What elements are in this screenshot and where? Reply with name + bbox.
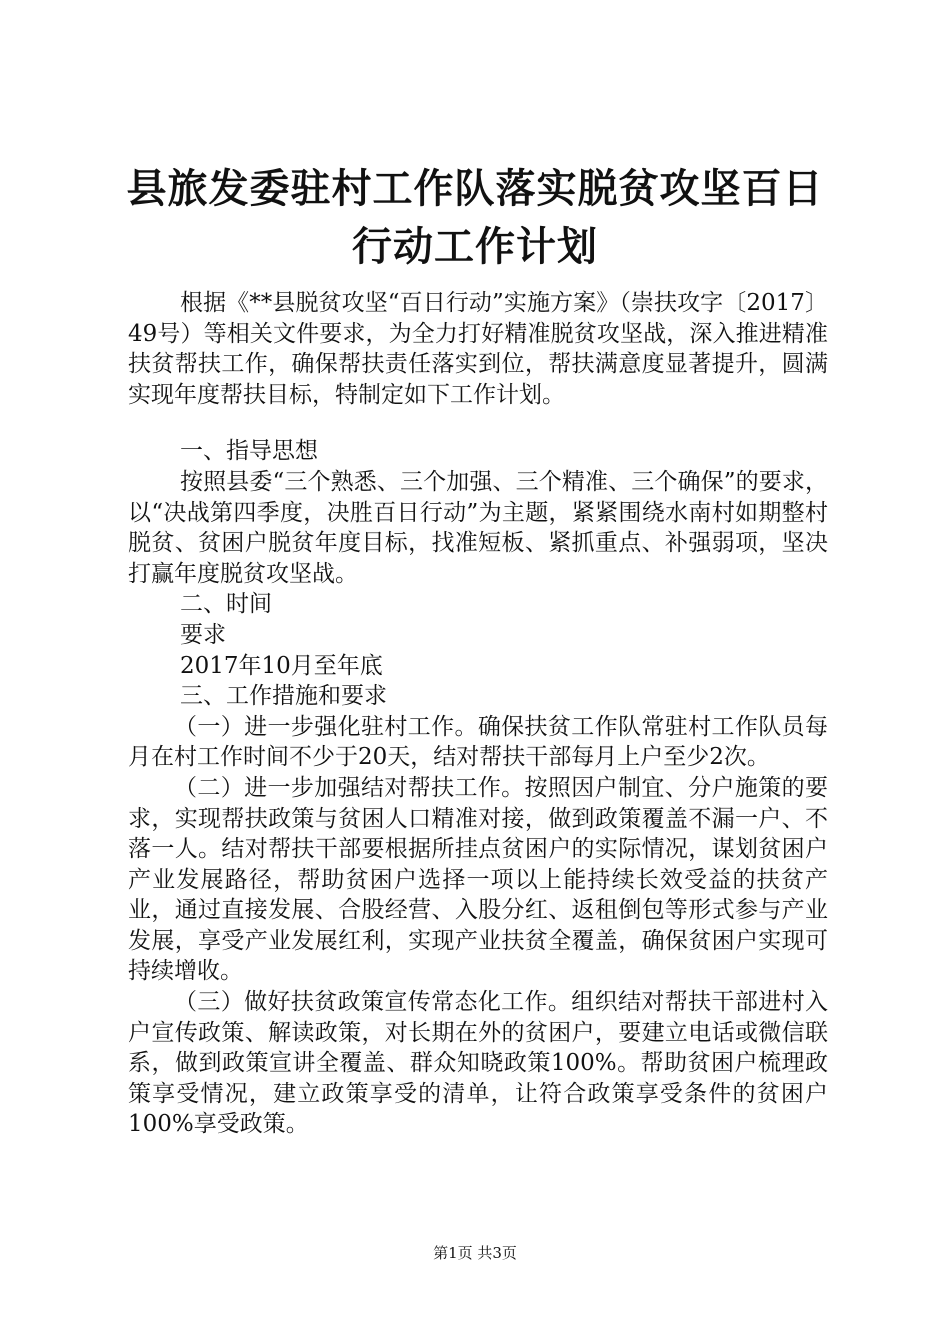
measure-paragraph-3: （三）做好扶贫政策宣传常态化工作。组织结对帮扶干部进村入户宣传政策、解读政策，对长期在外的贫困户，要建立电话或微信联系，做到政策宣讲全覆盖、群众知晓政策100%。帮助贫困户梳理政策享受情况，建立政策享受的清单，让符合政策享受条件的贫困户100%享受政策。 — [128, 989, 828, 1138]
section-heading-guiding-ideology: 一、指导思想 — [180, 438, 318, 465]
time-range: 2017年10月至年底 — [180, 652, 383, 679]
measure-paragraph-1: （一）进一步强化驻村工作。确保扶贫工作队常驻村工作队员每月在村工作时间不少于20天，结对帮扶干部每月上户至少2次。 — [128, 713, 828, 771]
section-heading-measures: 三、工作措施和要求 — [180, 683, 387, 710]
measure-paragraph-2: （二）进一步加强结对帮扶工作。按照因户制宜、分户施策的要求，实现帮扶政策与贫困人口精准对接，做到政策覆盖不漏一户、不落一人。结对帮扶干部要根据所挂点贫困户的实际情况，谋划贫困户产业发展路径，帮助贫困户选择一项以上能持续长效受益的扶贫产业，通过直接发展、合股经营、入股分红、返租倒包等形式参与产业发展，享受产业发展红利，实现产业扶贫全覆盖，确保贫困户实现可持续增收。 — [128, 774, 828, 985]
guiding-ideology-paragraph: 按照县委“三个熟悉、三个加强、三个精准、三个确保”的要求，以“决战第四季度，决胜百日行动”为主题，紧紧围绕水南村如期整村脱贫、贫困户脱贫年度目标，找准短板、紧抓重点、补强弱项，坚决打赢年度脱贫攻坚战。 — [128, 468, 828, 587]
section-heading-time: 二、时间 — [180, 591, 272, 618]
document-title: 县旅发委驻村工作队落实脱贫攻坚百日行动工作计划 — [126, 165, 824, 270]
document-body — [128, 288, 828, 1140]
intro-paragraph: 根据《**县脱贫攻坚“百日行动”实施方案》（崇扶攻字〔2017〕49号）等相关文件要求，为全力打好精准脱贫攻坚战，深入推进精准扶贫帮扶工作，确保帮扶责任落实到位，帮扶满意度显著提升，圆满实现年度帮扶目标，特制定如下工作计划。 — [128, 290, 828, 408]
page-number-footer: 第1页 共3页 — [433, 1244, 517, 1262]
paragraph-spacer — [128, 410, 828, 436]
time-requirement-label: 要求 — [180, 621, 226, 648]
